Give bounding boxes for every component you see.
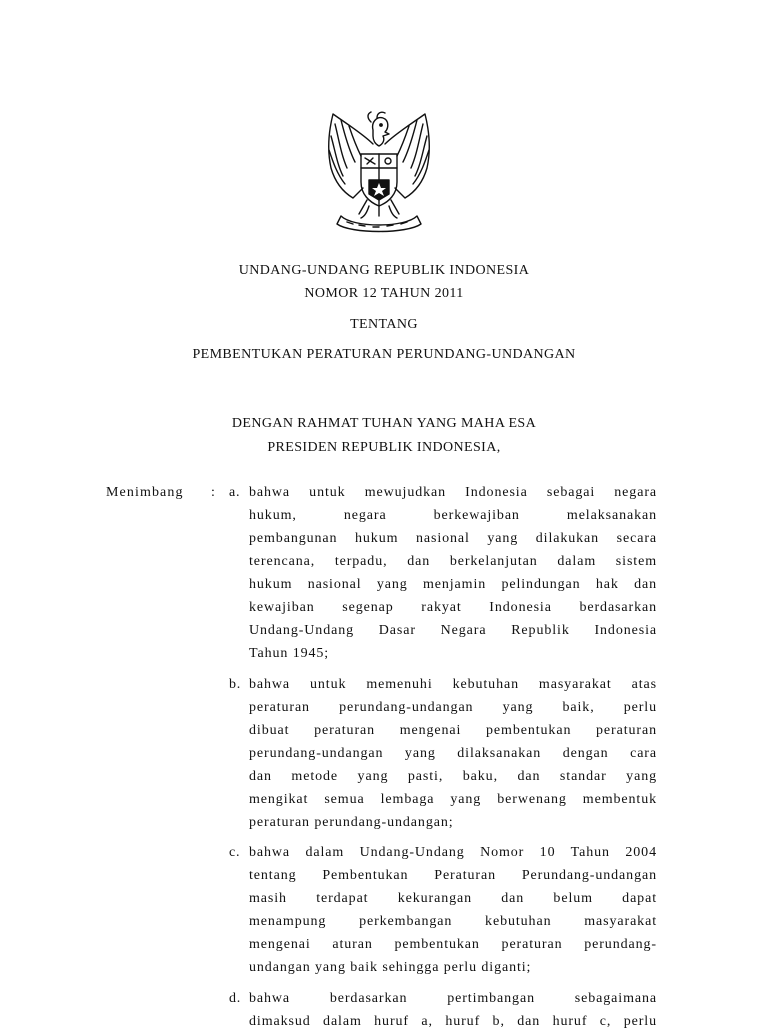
item-b-line: dan metode yang pasti, baku, dan standar yang xyxy=(249,769,657,784)
item-c-line: mengenai aturan pembentukan peraturan perundang- xyxy=(249,937,657,952)
item-d-line: dimaksud dalam huruf a, huruf b, dan huruf c, perlu xyxy=(249,1014,657,1029)
item-a-line: hukum, negara berkewajiban melaksanakan xyxy=(249,508,657,523)
item-a-line: Undang-Undang Dasar Negara Republik Indonesia xyxy=(249,623,657,638)
law-title: UNDANG-UNDANG REPUBLIK INDONESIA xyxy=(238,263,530,278)
law-subject: PEMBENTUKAN PERATURAN PERUNDANG-UNDANGAN xyxy=(192,347,576,362)
item-letter-b: b. xyxy=(229,677,242,692)
item-a-line: Tahun 1945; xyxy=(249,646,330,661)
item-a-line: terencana, terpadu, dan berkelanjutan dalam sistem xyxy=(249,554,657,569)
item-b-line: peraturan perundang-undangan yang baik, perlu xyxy=(249,700,657,715)
law-number: NOMOR 12 TAHUN 2011 xyxy=(304,286,464,301)
item-a-line: kewajiban segenap rakyat Indonesia berdasarkan xyxy=(249,600,657,615)
item-letter-c: c. xyxy=(229,845,241,860)
preamble-line-1: DENGAN RAHMAT TUHAN YANG MAHA ESA xyxy=(231,416,537,431)
item-c-line: undangan yang baik sehingga perlu diganti; xyxy=(249,960,532,975)
considerations-label: Menimbang xyxy=(106,485,184,500)
item-b-line: peraturan perundang-undangan; xyxy=(249,815,454,830)
item-a-line: bahwa untuk mewujudkan Indonesia sebagai negara xyxy=(249,485,657,500)
item-c-line: masih terdapat kekurangan dan belum dapat xyxy=(249,891,657,906)
item-b-line: dibuat peraturan mengenai pembentukan peraturan xyxy=(249,723,657,738)
item-b-line: perundang-undangan yang dilaksanakan dengan cara xyxy=(249,746,657,761)
garuda-emblem-icon xyxy=(323,110,435,234)
item-letter-d: d. xyxy=(229,991,242,1006)
item-b-line: bahwa untuk memenuhi kebutuhan masyarakat atas xyxy=(249,677,657,692)
preamble-line-2: PRESIDEN REPUBLIK INDONESIA, xyxy=(267,440,501,455)
item-b-line: mengikat semua lembaga yang berwenang membentuk xyxy=(249,792,657,807)
item-c-line: bahwa dalam Undang-Undang Nomor 10 Tahun 2004 xyxy=(249,845,657,860)
item-a-line: hukum nasional yang menjamin pelindungan hak dan xyxy=(249,577,657,592)
item-c-line: tentang Pembentukan Peraturan Perundang-undangan xyxy=(249,868,657,883)
considerations-colon: : xyxy=(211,485,215,500)
item-a-line: pembangunan hukum nasional yang dilakukan secara xyxy=(249,531,657,546)
item-c-line: menampung perkembangan kebutuhan masyarakat xyxy=(249,914,657,929)
item-d-line: bahwa berdasarkan pertimbangan sebagaimana xyxy=(249,991,657,1006)
item-letter-a: a. xyxy=(229,485,241,500)
about-label: TENTANG xyxy=(350,317,418,332)
